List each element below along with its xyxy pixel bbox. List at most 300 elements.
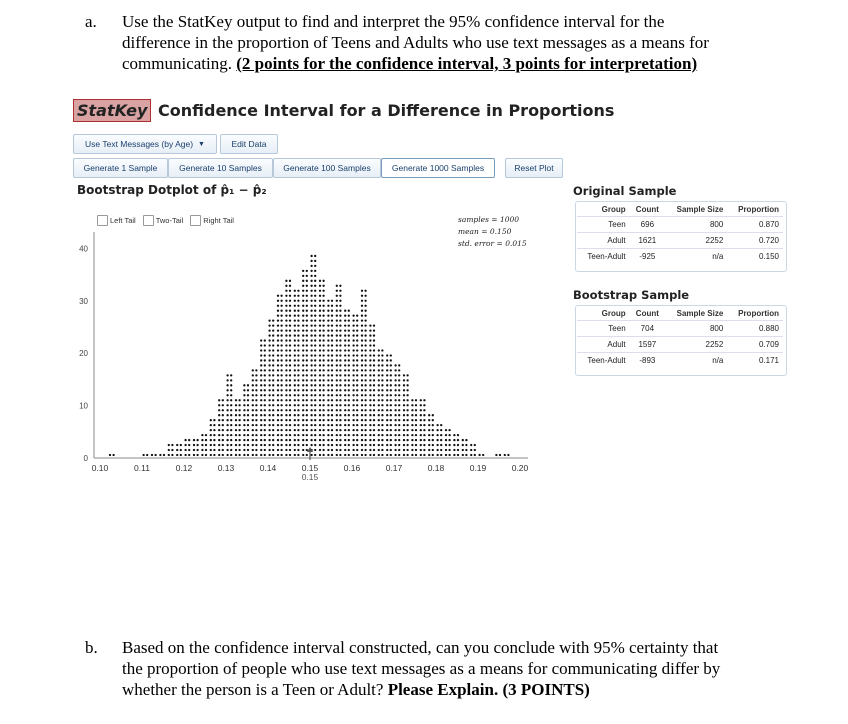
- dot: [289, 285, 291, 287]
- dot: [336, 404, 338, 406]
- dot: [268, 334, 270, 336]
- dot: [306, 449, 308, 451]
- dot: [373, 359, 375, 361]
- dot: [294, 329, 296, 331]
- dot: [285, 359, 287, 361]
- dot: [373, 349, 375, 351]
- dot: [222, 429, 224, 431]
- dot: [319, 300, 321, 302]
- dot: [314, 310, 316, 312]
- dot: [247, 449, 249, 451]
- dot: [226, 454, 228, 456]
- cell: 800: [665, 321, 727, 337]
- dot: [226, 429, 228, 431]
- dot: [386, 424, 388, 426]
- dot: [394, 364, 396, 366]
- dot: [364, 429, 366, 431]
- dot: [378, 354, 380, 356]
- dot: [238, 399, 240, 401]
- dot: [423, 449, 425, 451]
- dot: [289, 439, 291, 441]
- dot: [272, 399, 274, 401]
- dot: [319, 409, 321, 411]
- dot: [344, 324, 346, 326]
- dot: [314, 394, 316, 396]
- dot: [386, 399, 388, 401]
- dot: [285, 409, 287, 411]
- left-tail-checkbox[interactable]: [97, 215, 108, 226]
- cell: 0.870: [727, 217, 783, 233]
- dot: [280, 359, 282, 361]
- dot: [226, 384, 228, 386]
- dot: [336, 424, 338, 426]
- dot: [310, 339, 312, 341]
- cell: 0.880: [727, 321, 783, 337]
- dot: [403, 434, 405, 436]
- dot: [306, 349, 308, 351]
- dot: [243, 444, 245, 446]
- dot: [314, 265, 316, 267]
- dot: [381, 429, 383, 431]
- dot: [188, 439, 190, 441]
- dot: [268, 389, 270, 391]
- dot: [352, 364, 354, 366]
- dot: [352, 414, 354, 416]
- dot: [297, 364, 299, 366]
- dot: [381, 444, 383, 446]
- question-a-line3: [122, 53, 709, 74]
- dot: [176, 449, 178, 451]
- dot: [297, 379, 299, 381]
- dot: [280, 449, 282, 451]
- dot: [364, 399, 366, 401]
- dot: [373, 434, 375, 436]
- dot: [356, 439, 358, 441]
- dot: [336, 389, 338, 391]
- dot: [109, 454, 111, 456]
- dot: [277, 324, 279, 326]
- right-tail-option[interactable]: [190, 215, 234, 226]
- dot: [344, 399, 346, 401]
- dot: [331, 305, 333, 307]
- two-tail-option[interactable]: [143, 215, 184, 226]
- dot: [277, 310, 279, 312]
- dot: [280, 434, 282, 436]
- dot: [361, 439, 363, 441]
- dot: [289, 379, 291, 381]
- dot: [386, 454, 388, 456]
- dot: [289, 449, 291, 451]
- dot: [294, 409, 296, 411]
- original-sample-table: [577, 203, 783, 264]
- edit-data-button[interactable]: Edit Data: [220, 134, 278, 154]
- dot: [310, 349, 312, 351]
- dot: [196, 439, 198, 441]
- dot: [268, 409, 270, 411]
- dot: [314, 260, 316, 262]
- dot: [210, 434, 212, 436]
- dot: [180, 454, 182, 456]
- dot: [247, 384, 249, 386]
- dot: [331, 364, 333, 366]
- dot: [344, 369, 346, 371]
- dot: [285, 424, 287, 426]
- dot: [373, 329, 375, 331]
- dot: [348, 354, 350, 356]
- dot: [378, 404, 380, 406]
- dot: [289, 329, 291, 331]
- dot: [411, 444, 413, 446]
- dot: [364, 369, 366, 371]
- dot: [398, 364, 400, 366]
- dot: [230, 374, 232, 376]
- dot: [319, 359, 321, 361]
- stat-std-error: std. error = 0.015: [458, 239, 527, 248]
- dot: [336, 374, 338, 376]
- dot: [373, 439, 375, 441]
- dot: [322, 444, 324, 446]
- dot: [373, 409, 375, 411]
- dot: [310, 399, 312, 401]
- dot: [280, 384, 282, 386]
- dot: [386, 404, 388, 406]
- dot: [369, 394, 371, 396]
- question-a-points: (2 points for the confidence interval, 3 points for interpretation): [236, 54, 698, 73]
- dot: [348, 334, 350, 336]
- dot: [361, 339, 363, 341]
- generate-1000-samples-button[interactable]: Generate 1000 Samples: [381, 158, 495, 178]
- dot: [168, 444, 170, 446]
- dot: [314, 349, 316, 351]
- dot: [277, 389, 279, 391]
- dot: [428, 439, 430, 441]
- dot: [327, 424, 329, 426]
- generate-10-samples-button[interactable]: Generate 10 Samples: [168, 158, 273, 178]
- dot: [280, 369, 282, 371]
- generate-1-sample-button[interactable]: Generate 1 Sample: [73, 158, 168, 178]
- dot: [327, 329, 329, 331]
- dot: [294, 364, 296, 366]
- dot: [243, 424, 245, 426]
- dot: [453, 444, 455, 446]
- dot: [322, 339, 324, 341]
- dot: [474, 449, 476, 451]
- dot: [457, 444, 459, 446]
- cell: 0.720: [727, 233, 783, 249]
- dot: [302, 454, 304, 456]
- dot: [322, 414, 324, 416]
- dot: [213, 439, 215, 441]
- dot: [428, 434, 430, 436]
- left-tail-option[interactable]: [97, 215, 136, 226]
- dot: [142, 454, 144, 456]
- dot: [420, 424, 422, 426]
- dot: [319, 280, 321, 282]
- dot: [495, 454, 497, 456]
- dot: [289, 419, 291, 421]
- reset-plot-button[interactable]: Reset Plot: [505, 158, 563, 178]
- dot: [314, 434, 316, 436]
- dot: [302, 384, 304, 386]
- dot: [310, 374, 312, 376]
- dot: [348, 384, 350, 386]
- dot: [264, 394, 266, 396]
- dot: [327, 419, 329, 421]
- dot: [440, 454, 442, 456]
- dot: [302, 305, 304, 307]
- dot: [364, 339, 366, 341]
- dot: [319, 295, 321, 297]
- dot: [171, 449, 173, 451]
- cell: Teen: [577, 321, 630, 337]
- dot: [302, 434, 304, 436]
- dot: [348, 329, 350, 331]
- dot: [294, 324, 296, 326]
- cell: 0.709: [727, 337, 783, 353]
- dot: [260, 404, 262, 406]
- dot: [302, 439, 304, 441]
- question-a-line1: Use the StatKey output to find and interpret the 95% confidence interval for the: [122, 12, 665, 31]
- dot: [327, 315, 329, 317]
- dot: [268, 454, 270, 456]
- generate-100-samples-button[interactable]: Generate 100 Samples: [273, 158, 381, 178]
- dot: [394, 414, 396, 416]
- dot: [457, 449, 459, 451]
- dot: [373, 389, 375, 391]
- dot: [260, 444, 262, 446]
- dot: [260, 399, 262, 401]
- dot: [403, 444, 405, 446]
- dot: [306, 329, 308, 331]
- dot: [285, 349, 287, 351]
- right-tail-checkbox[interactable]: [190, 215, 201, 226]
- dot: [403, 419, 405, 421]
- dot: [327, 359, 329, 361]
- dot: [277, 399, 279, 401]
- dot: [243, 404, 245, 406]
- dot: [339, 315, 341, 317]
- dot: [462, 439, 464, 441]
- dot: [280, 389, 282, 391]
- dot: [390, 434, 392, 436]
- dot: [331, 399, 333, 401]
- dot: [252, 414, 254, 416]
- dot: [255, 399, 257, 401]
- dot: [168, 454, 170, 456]
- dot: [310, 369, 312, 371]
- dot: [356, 354, 358, 356]
- dot: [420, 429, 422, 431]
- dot: [196, 454, 198, 456]
- dot: [272, 394, 274, 396]
- dot: [302, 339, 304, 341]
- dot: [344, 315, 346, 317]
- dot: [322, 290, 324, 292]
- x-tick-label: 0.19: [469, 463, 487, 473]
- dot: [398, 414, 400, 416]
- dot: [373, 414, 375, 416]
- dot: [344, 349, 346, 351]
- dot: [322, 389, 324, 391]
- dot: [348, 369, 350, 371]
- dot: [381, 374, 383, 376]
- dot: [252, 394, 254, 396]
- dot: [327, 399, 329, 401]
- dot: [285, 354, 287, 356]
- dot: [398, 449, 400, 451]
- dot: [310, 305, 312, 307]
- dot: [289, 414, 291, 416]
- dataset-dropdown-label: Use Text Messages (by Age): [85, 139, 194, 149]
- dot: [411, 404, 413, 406]
- cell: Teen-Adult: [577, 249, 630, 265]
- dot: [218, 449, 220, 451]
- dot: [373, 449, 375, 451]
- dot: [327, 454, 329, 456]
- dot: [297, 419, 299, 421]
- dot: [322, 285, 324, 287]
- dot: [390, 369, 392, 371]
- dot: [369, 434, 371, 436]
- dot: [336, 449, 338, 451]
- dot: [361, 389, 363, 391]
- dot: [235, 429, 237, 431]
- dot: [222, 404, 224, 406]
- dot: [222, 399, 224, 401]
- dot: [415, 439, 417, 441]
- cell: Teen: [577, 217, 630, 233]
- dot: [264, 359, 266, 361]
- dot: [247, 394, 249, 396]
- dot: [411, 429, 413, 431]
- dot: [373, 379, 375, 381]
- dot: [322, 354, 324, 356]
- dot: [378, 399, 380, 401]
- dot: [361, 310, 363, 312]
- dot: [218, 444, 220, 446]
- dot: [314, 369, 316, 371]
- dot: [369, 334, 371, 336]
- dot: [352, 444, 354, 446]
- dot: [390, 409, 392, 411]
- dot: [381, 399, 383, 401]
- dot: [386, 449, 388, 451]
- dot: [364, 344, 366, 346]
- dot: [310, 394, 312, 396]
- dot: [364, 389, 366, 391]
- dot: [218, 439, 220, 441]
- dot: [289, 424, 291, 426]
- dot: [314, 454, 316, 456]
- dot: [306, 339, 308, 341]
- dot: [260, 419, 262, 421]
- dot: [184, 444, 186, 446]
- dot: [327, 339, 329, 341]
- dot: [310, 429, 312, 431]
- dot: [310, 354, 312, 356]
- two-tail-checkbox[interactable]: [143, 215, 154, 226]
- cell: 704: [630, 321, 665, 337]
- dot: [356, 369, 358, 371]
- dot: [310, 324, 312, 326]
- dots-layer: [109, 255, 510, 456]
- dot: [319, 449, 321, 451]
- dot: [289, 344, 291, 346]
- dot: [306, 434, 308, 436]
- dot: [364, 379, 366, 381]
- dot: [348, 399, 350, 401]
- dot: [356, 324, 358, 326]
- dot: [319, 339, 321, 341]
- dot: [252, 444, 254, 446]
- dot: [373, 369, 375, 371]
- dot: [339, 439, 341, 441]
- dot: [339, 329, 341, 331]
- dot: [184, 454, 186, 456]
- dot: [336, 394, 338, 396]
- dot: [378, 429, 380, 431]
- dot: [285, 315, 287, 317]
- dot: [420, 404, 422, 406]
- dot: [264, 354, 266, 356]
- dot: [196, 444, 198, 446]
- dot: [302, 290, 304, 292]
- dot: [260, 424, 262, 426]
- dot: [297, 359, 299, 361]
- dot: [297, 369, 299, 371]
- statkey-logo[interactable]: StatKey: [73, 99, 151, 122]
- dot: [285, 379, 287, 381]
- dot: [361, 414, 363, 416]
- dot: [277, 300, 279, 302]
- dot: [381, 449, 383, 451]
- dot: [339, 364, 341, 366]
- dot: [322, 404, 324, 406]
- dot: [314, 414, 316, 416]
- dataset-dropdown[interactable]: [73, 134, 217, 154]
- dot: [210, 429, 212, 431]
- dot: [406, 419, 408, 421]
- y-axis: [79, 232, 94, 463]
- dot: [289, 300, 291, 302]
- dot: [378, 424, 380, 426]
- dot: [294, 439, 296, 441]
- dot: [369, 369, 371, 371]
- x-tick-label: 0.18: [427, 463, 445, 473]
- dot: [260, 409, 262, 411]
- dot: [322, 384, 324, 386]
- dot: [331, 300, 333, 302]
- dot: [339, 444, 341, 446]
- dot: [373, 354, 375, 356]
- question-b-line3: [122, 679, 720, 700]
- dot: [302, 444, 304, 446]
- dot: [432, 434, 434, 436]
- dot: [432, 414, 434, 416]
- dot: [378, 454, 380, 456]
- dot: [386, 364, 388, 366]
- dot: [356, 319, 358, 321]
- dot: [255, 379, 257, 381]
- dot: [302, 310, 304, 312]
- dot: [268, 444, 270, 446]
- dot: [432, 449, 434, 451]
- dot: [352, 404, 354, 406]
- dot: [285, 295, 287, 297]
- dot: [294, 389, 296, 391]
- dot: [302, 285, 304, 287]
- dot: [247, 409, 249, 411]
